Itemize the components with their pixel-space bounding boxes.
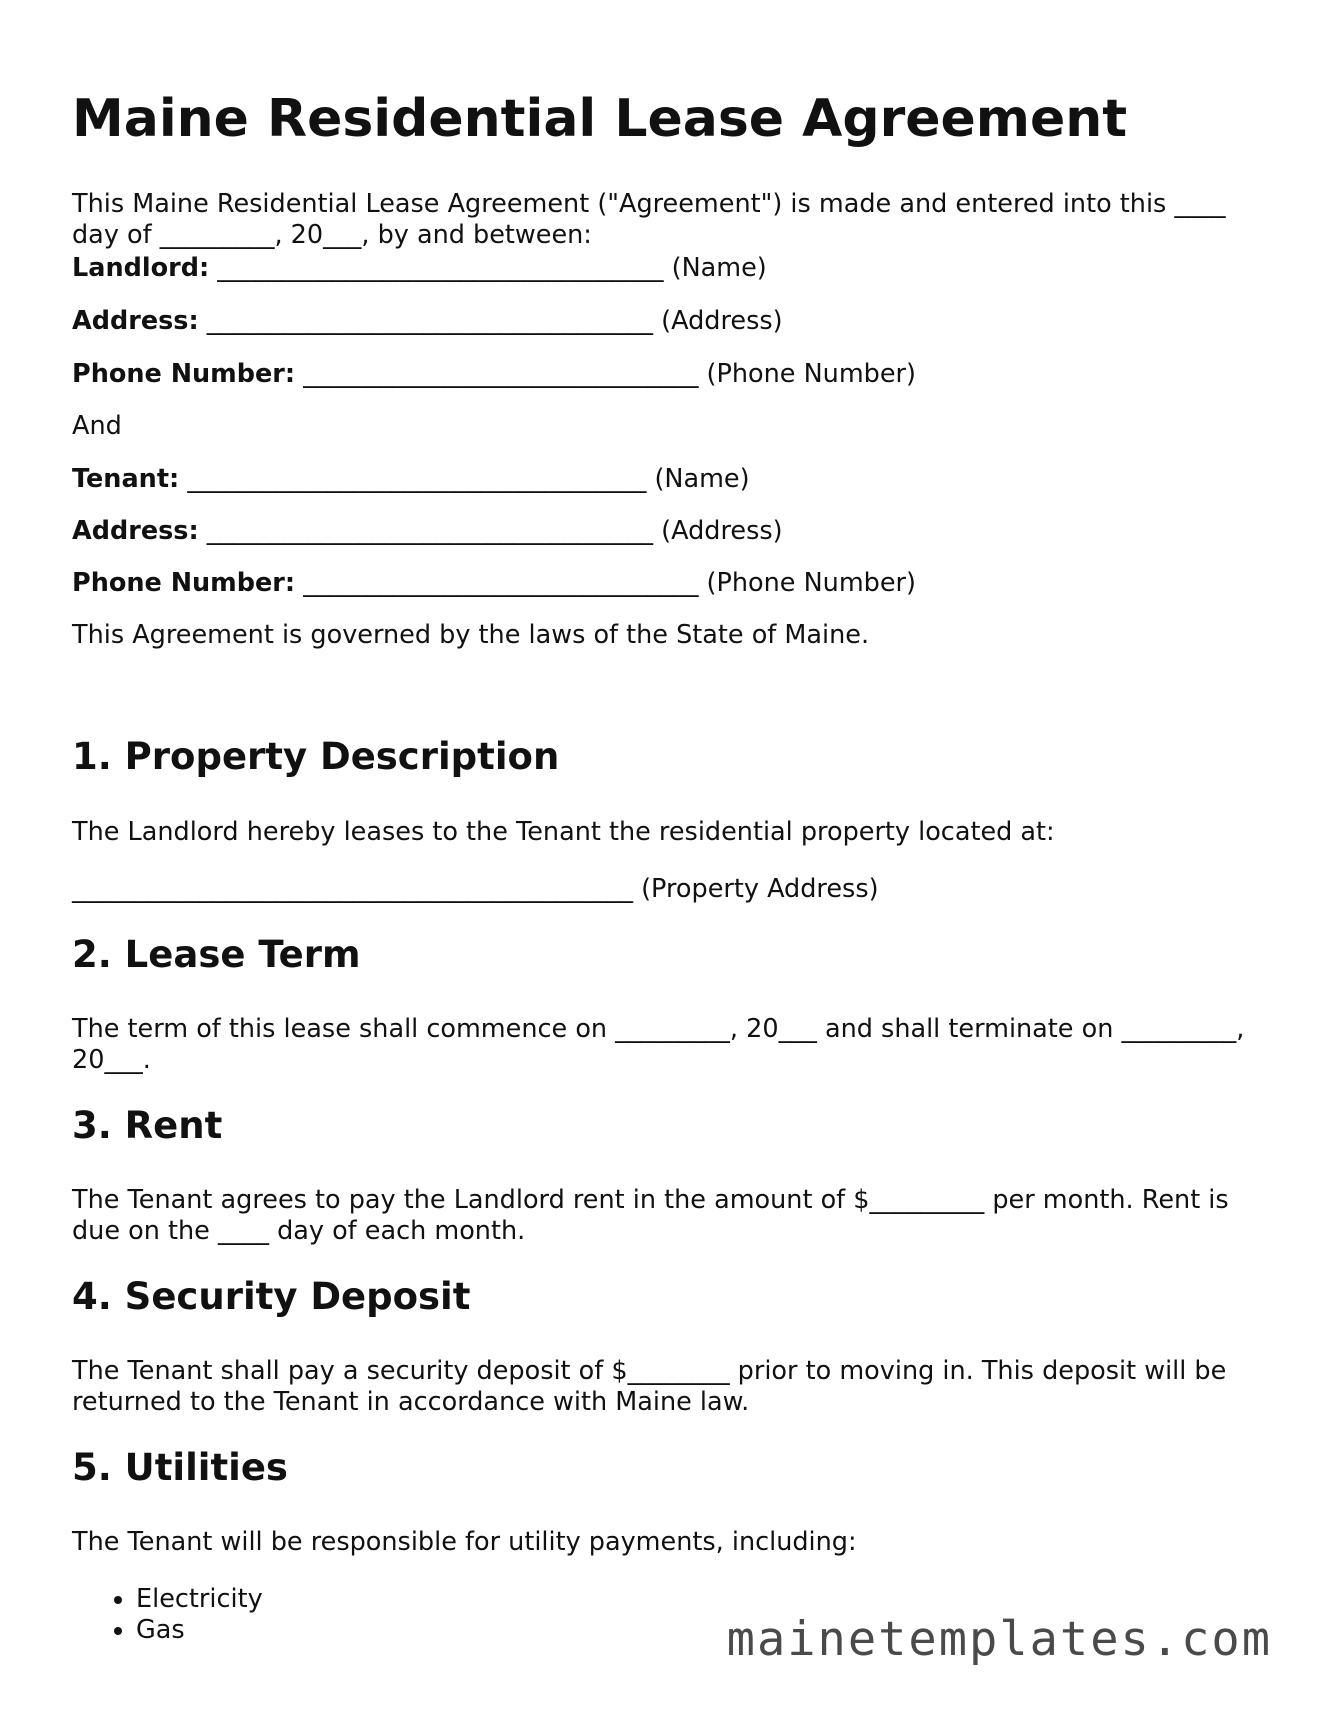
property-address-row bbox=[72, 874, 879, 905]
tenant-address-row bbox=[72, 516, 783, 547]
section-property-heading: 1. Property Description bbox=[72, 735, 560, 778]
section-rent-body: The Tenant agrees to pay the Landlord rent in the amount of $_________ per month. Rent is due on the ____ day of each month. bbox=[72, 1185, 1229, 1246]
landlord-phone-hint: (Phone Number) bbox=[706, 359, 916, 389]
section-deposit-heading: 4. Security Deposit bbox=[72, 1275, 471, 1318]
section-utilities-heading: 5. Utilities bbox=[72, 1446, 288, 1489]
and-text: And bbox=[72, 411, 122, 441]
document-title: Maine Residential Lease Agreement bbox=[72, 89, 1128, 149]
list-item: • Electricity bbox=[136, 1584, 263, 1615]
tenant-phone-field[interactable]: _______________________________ bbox=[303, 568, 699, 598]
property-address-hint: (Property Address) bbox=[641, 874, 879, 904]
tenant-name-row bbox=[72, 464, 750, 495]
tenant-phone-label: Phone Number: bbox=[72, 568, 296, 598]
landlord-name-hint: (Name) bbox=[671, 253, 767, 283]
governing-law-text: This Agreement is governed by the laws of the State of Maine. bbox=[72, 620, 870, 650]
tenant-name-field[interactable]: ____________________________________ bbox=[187, 464, 647, 494]
tenant-name-hint: (Name) bbox=[654, 464, 750, 494]
list-item: • Gas bbox=[136, 1615, 263, 1646]
section-term-body: The term of this lease shall commence on _________, 20___ and shall terminate on _________, 20___. bbox=[72, 1014, 1245, 1075]
landlord-name-field[interactable]: ___________________________________ bbox=[217, 253, 664, 283]
watermark: mainetemplates.com bbox=[726, 1612, 1272, 1667]
tenant-phone-hint: (Phone Number) bbox=[706, 568, 916, 598]
section-rent-heading: 3. Rent bbox=[72, 1104, 223, 1147]
landlord-name-label: Landlord: bbox=[72, 253, 210, 283]
property-address-field[interactable]: ____________________________________________ bbox=[72, 874, 633, 904]
section-utilities-body: The Tenant will be responsible for utility payments, including: bbox=[72, 1527, 857, 1557]
landlord-phone-label: Phone Number: bbox=[72, 359, 296, 389]
tenant-address-label: Address: bbox=[72, 516, 199, 546]
section-property-body: The Landlord hereby leases to the Tenant the residential property located at: bbox=[72, 817, 1055, 847]
section-deposit-body: The Tenant shall pay a security deposit of $________ prior to moving in. This deposit will be returned to the Tenant in accordance with Maine law. bbox=[72, 1356, 1227, 1417]
landlord-address-label: Address: bbox=[72, 306, 199, 336]
landlord-phone-row bbox=[72, 359, 916, 390]
tenant-address-hint: (Address) bbox=[661, 516, 783, 546]
tenant-name-label: Tenant: bbox=[72, 464, 180, 494]
intro-paragraph: This Maine Residential Lease Agreement ("Agreement") is made and entered into this ____ day of _________, 20___, by and between: bbox=[72, 189, 1226, 250]
landlord-phone-field[interactable]: _______________________________ bbox=[303, 359, 699, 389]
landlord-address-row bbox=[72, 306, 783, 337]
landlord-address-field[interactable]: ___________________________________ bbox=[206, 306, 654, 336]
tenant-address-field[interactable]: ___________________________________ bbox=[206, 516, 654, 546]
landlord-address-hint: (Address) bbox=[661, 306, 783, 336]
section-term-heading: 2. Lease Term bbox=[72, 933, 361, 976]
landlord-name-row bbox=[72, 253, 767, 284]
tenant-phone-row bbox=[72, 568, 916, 599]
utilities-list bbox=[72, 1584, 263, 1646]
